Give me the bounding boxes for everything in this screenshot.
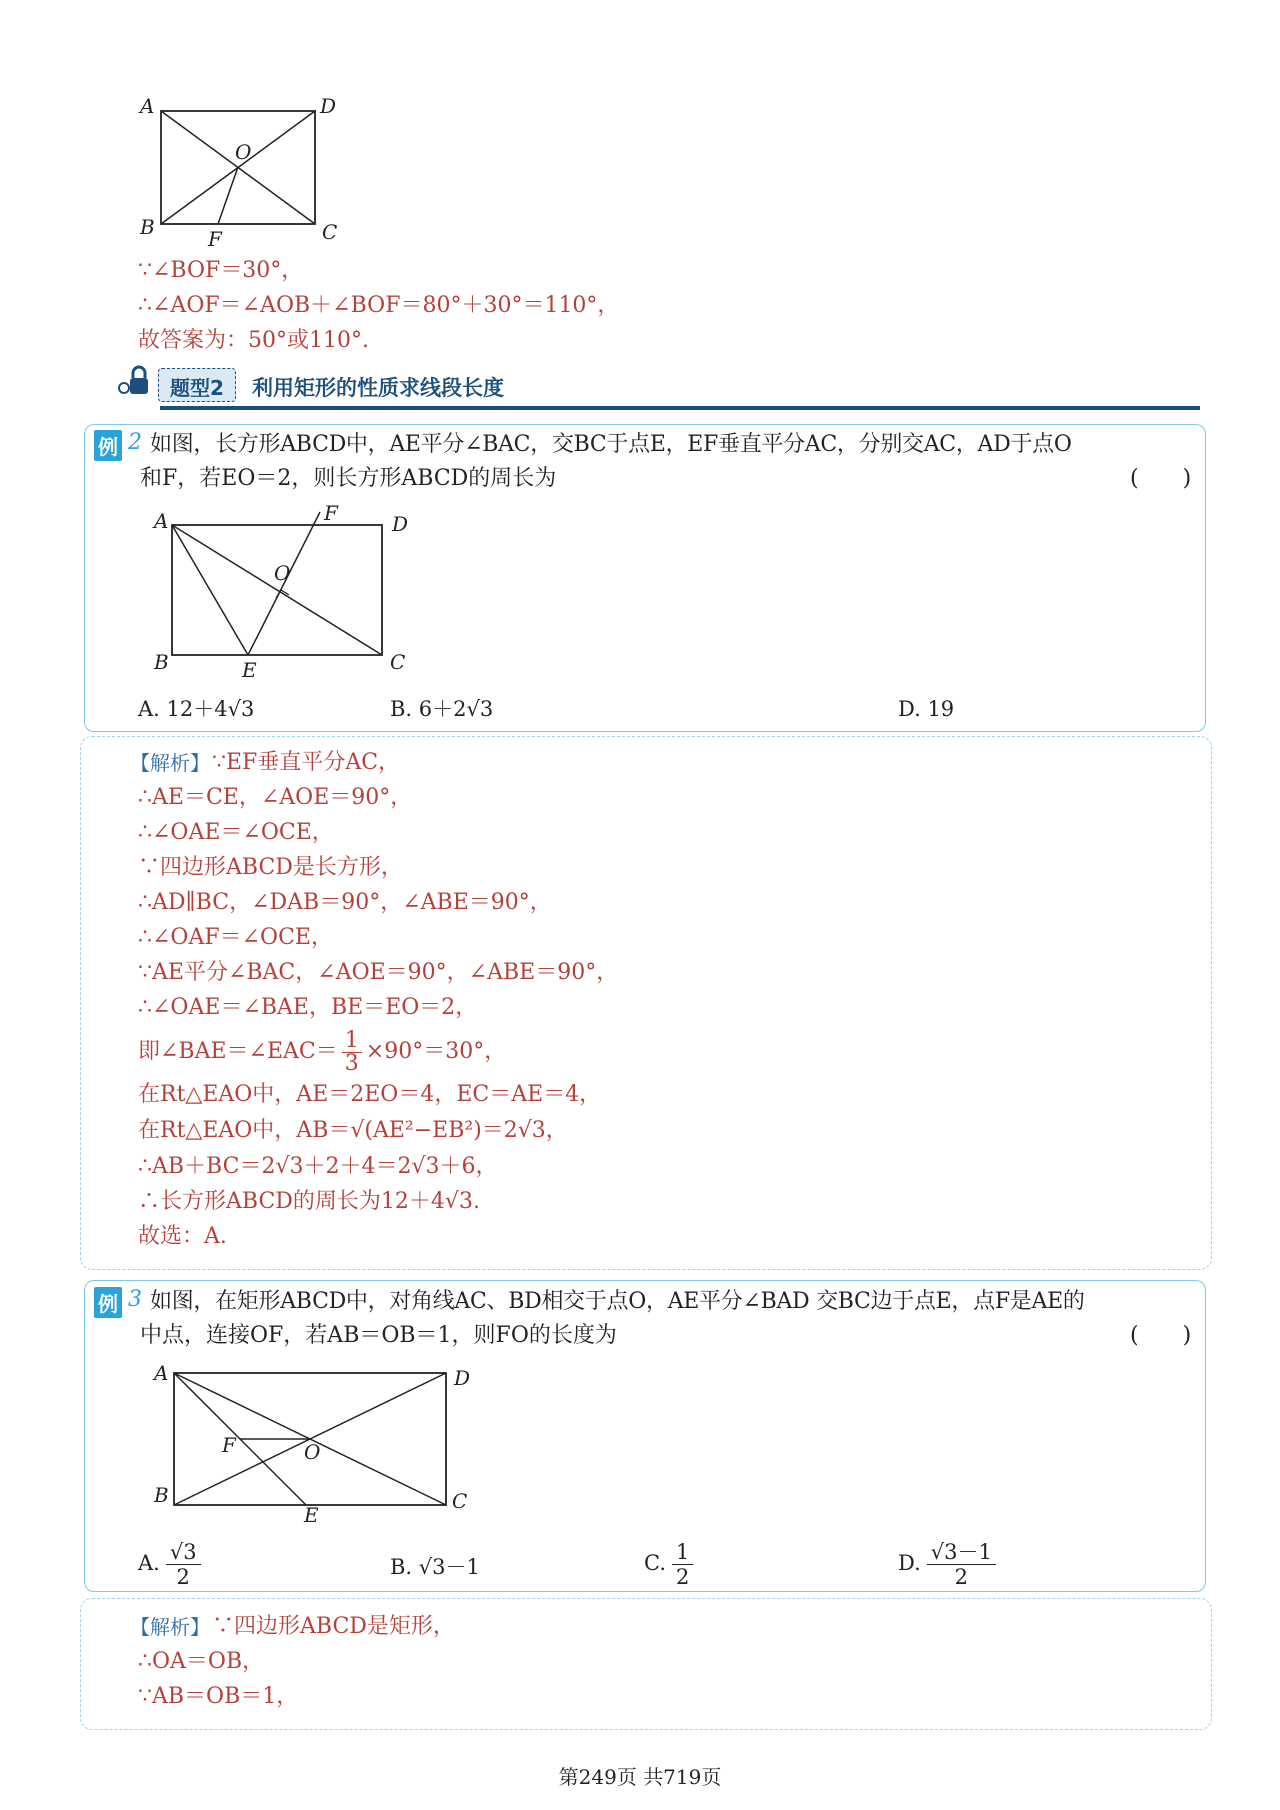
example-3-answer-paren: ( ) [1130,1323,1192,1348]
label-F: F [222,1433,236,1457]
label-A: A [154,1361,169,1385]
option-d-numerator: √3－1 [927,1540,996,1565]
solution-2-line-10: 在Rt△EAO中，AE＝2EO＝4，EC＝AE＝4， [138,1082,602,1107]
label-E: E [304,1503,319,1527]
fraction-denominator: 3 [344,1050,359,1076]
option-d-denominator: 2 [954,1565,968,1589]
label-B: B [154,650,169,674]
example-2-answer-paren: ( ) [1130,466,1192,491]
option-c-fraction [672,1540,693,1589]
solution-3-line-2: ∴OA＝OB， [138,1649,265,1674]
solution-2-line-5: ∴AD∥BC，∠DAB＝90°，∠ABE＝90°， [138,890,552,915]
option-c-label: C. [644,1551,666,1575]
label-C: C [390,650,406,674]
label-O: O [235,140,252,164]
solution-3-line-3: ∵AB＝OB＝1， [138,1684,299,1709]
label-D: D [320,94,337,118]
option-a-label: A. [138,1551,160,1575]
label-O: O [274,561,291,585]
solution-2-line-9-post: ×90°＝30°， [365,1039,507,1064]
label-B: B [154,1483,169,1507]
option-a-denominator: 2 [176,1565,190,1589]
prev-solution-line-3: 故答案为：50°或110°. [138,328,369,353]
section-tag-label: 题型2 [170,376,224,400]
fraction-numerator: 1 [342,1030,362,1053]
example-3-option-c[interactable] [644,1540,693,1589]
option-a-fraction [166,1540,201,1589]
solution-3-head: 【解析】 [130,1615,210,1639]
solution-2-line-3: ∴∠OAE＝∠OCE， [138,820,334,845]
option-d-fraction [927,1540,996,1589]
option-a-numerator: √3 [166,1540,201,1565]
solution-2-line-6: ∴∠OAF＝∠OCE， [138,925,333,950]
label-O: O [304,1440,321,1464]
section-title: 利用矩形的性质求线段长度 [252,376,504,400]
example-3-tag: 例 [94,1287,122,1318]
option-c-numerator: 1 [672,1540,693,1565]
example-3-number: 3 [128,1287,142,1312]
label-C: C [452,1489,468,1513]
label-A: A [154,509,169,533]
label-F: F [208,227,222,251]
solution-3-line-1: ∵四边形ABCD是矩形， [212,1614,455,1639]
figure-rectangle-abcd-3 [140,1358,480,1528]
label-A: A [140,94,155,118]
example-2-number: 2 [128,430,142,455]
page-footer: 第249页 共719页 [558,1765,722,1789]
example-2-option-a[interactable]: A. 12＋4√3 [138,697,255,721]
solution-2-line-14: 故选：A. [138,1224,227,1249]
example-2-text-line1: 如图，长方形ABCD中，AE平分∠BAC，交BC于点E，EF垂直平分AC，分别交AC，AD于点O [150,432,1072,457]
label-D: D [454,1366,471,1390]
solution-2-line-13: ∴长方形ABCD的周长为12＋4√3. [138,1189,480,1214]
example-3-option-a[interactable] [138,1540,201,1589]
example-3-text-line2: 中点，连接OF，若AB＝OB＝1，则FO的长度为 [140,1323,617,1348]
prev-solution-line-1: ∵∠BOF＝30°， [138,258,304,283]
fraction-one-third [342,1027,362,1076]
example-2-text-line2: 和F，若EO＝2，则长方形ABCD的周长为 [140,466,557,491]
figure-rectangle-abcd-1 [130,92,370,252]
lock-icon [116,364,156,400]
label-C: C [322,220,338,244]
figure-rectangle-abcd-2 [140,500,440,690]
prev-solution-line-2: ∴∠AOF＝∠AOB＋∠BOF＝80°＋30°＝110°， [138,293,620,318]
solution-2-head: 【解析】 [130,751,210,775]
solution-2-line-1: ∵EF垂直平分AC， [212,750,401,775]
solution-2-line-9 [138,1024,506,1080]
solution-2-line-4: ∵四边形ABCD是长方形， [138,855,403,880]
option-c-denominator: 2 [676,1565,690,1589]
solution-2-line-9-pre: 即∠BAE＝∠EAC＝ [138,1039,338,1064]
solution-2-line-12: ∴AB＋BC＝2√3＋2＋4＝2√3＋6， [138,1154,498,1179]
solution-2-line-8: ∴∠OAE＝∠BAE，BE＝EO＝2， [138,995,478,1020]
example-2-option-b[interactable]: B. 6＋2√3 [390,697,494,721]
example-2-tag: 例 [94,430,122,461]
label-E: E [242,658,257,682]
option-d-label: D. [898,1551,921,1575]
solution-2-line-11: 在Rt△EAO中，AB＝√(AE²−EB²)＝2√3， [138,1118,568,1143]
example-2-option-d[interactable]: D. 19 [898,697,955,721]
example-3-option-d[interactable] [898,1540,996,1589]
example-3-option-b[interactable]: B. √3－1 [390,1555,480,1579]
solution-2-line-2: ∴AE＝CE，∠AOE＝90°， [138,785,413,810]
example-3-text-line1: 如图，在矩形ABCD中，对角线AC、BD相交于点O，AE平分∠BAD 交BC边于点E，点F是AE的 [150,1289,1085,1314]
label-F: F [324,501,338,525]
solution-2-line-7: ∵AE平分∠BAC，∠AOE＝90°，∠ABE＝90°， [138,960,619,985]
label-B: B [140,215,155,239]
section-underline [160,406,1200,410]
label-D: D [392,512,409,536]
